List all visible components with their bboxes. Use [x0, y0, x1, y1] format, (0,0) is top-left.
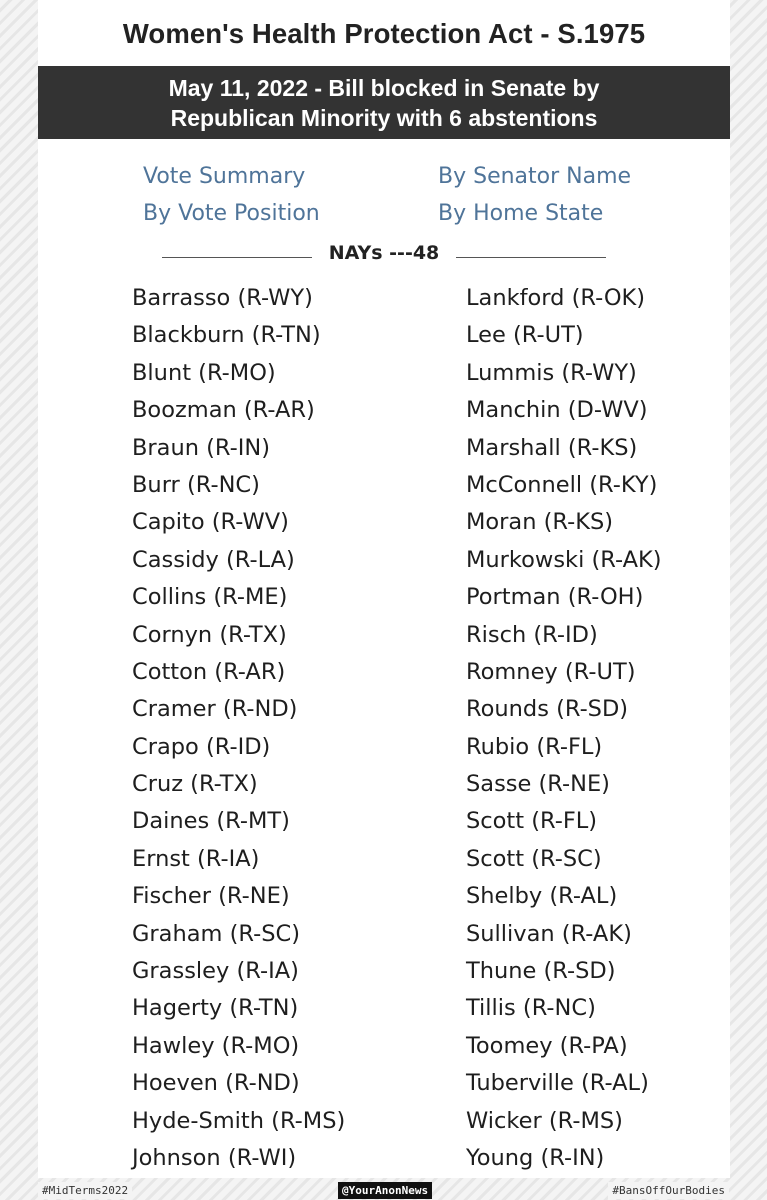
senator-list-item: Thune (R-SD) — [466, 958, 616, 985]
section-divider-right — [456, 257, 606, 258]
senator-list-item: Fischer (R-NE) — [132, 883, 290, 910]
nays-list-left — [132, 280, 345, 1177]
banner-line-2: Republican Minority with 6 abstentions — [170, 104, 598, 131]
vote-summary-link[interactable]: Vote Summary — [143, 164, 306, 189]
senator-list-item: Murkowski (R-AK) — [466, 546, 662, 573]
senator-list-item: Hawley (R-MO) — [132, 1032, 300, 1059]
senator-list-item: Graham (R-SC) — [132, 920, 300, 947]
senator-list-item: Rounds (R-SD) — [466, 696, 629, 723]
senator-list-item: Barrasso (R-WY) — [132, 285, 313, 311]
senator-list-item: Sasse (R-NE) — [466, 771, 610, 798]
senator-list-item: Scott (R-SC) — [466, 845, 602, 872]
senator-list-item: Crapo (R-ID) — [132, 733, 271, 760]
senator-list-item: Moran (R-KS) — [466, 509, 614, 536]
hashtag-midterms: #MidTerms2022 — [38, 1182, 132, 1199]
senator-list-item: Tillis (R-NC) — [466, 995, 596, 1022]
senator-list-item: Collins (R-ME) — [132, 584, 288, 611]
senator-list-item: Hagerty (R-TN) — [132, 995, 299, 1022]
senator-list-item: Lee (R-UT) — [466, 322, 584, 349]
senator-list-item: Tuberville (R-AL) — [466, 1070, 649, 1097]
hashtag-bansoffourbodies: #BansOffOurBodies — [608, 1182, 729, 1199]
senator-list-item: Portman (R-OH) — [466, 584, 644, 611]
senator-list-item: Wicker (R-MS) — [466, 1107, 623, 1134]
senator-list-item: McConnell (R-KY) — [466, 471, 658, 498]
senator-list-item: Sullivan (R-AK) — [466, 920, 632, 947]
by-senator-name-link[interactable]: By Senator Name — [438, 164, 632, 189]
by-vote-position-link[interactable]: By Vote Position — [143, 201, 320, 226]
senator-list-item: Boozman (R-AR) — [132, 397, 315, 424]
senator-list-item: Marshall (R-KS) — [466, 434, 638, 461]
senator-list-item: Cotton (R-AR) — [132, 658, 286, 685]
page-title: Women's Health Protection Act - S.1975 — [122, 18, 646, 49]
senator-list-item: Toomey (R-PA) — [466, 1032, 628, 1059]
status-banner — [38, 66, 730, 139]
senator-list-item: Hyde-Smith (R-MS) — [132, 1107, 346, 1134]
senator-list-item: Daines (R-MT) — [132, 808, 290, 835]
senator-list-item: Lummis (R-WY) — [466, 359, 637, 386]
nays-section-title: NAYs ---48 — [328, 242, 440, 264]
senator-list-item: Hoeven (R-ND) — [132, 1070, 300, 1097]
senator-list-item: Lankford (R-OK) — [466, 285, 646, 311]
senator-list-item: Braun (R-IN) — [132, 434, 271, 461]
senator-list-item: Johnson (R-WI) — [132, 1144, 297, 1171]
senator-list-item: Blunt (R-MO) — [132, 359, 276, 386]
senator-list-item: Ernst (R-IA) — [132, 845, 260, 872]
banner-line-1: May 11, 2022 - Bill blocked in Senate by — [168, 74, 600, 101]
senator-list-item: Risch (R-ID) — [466, 621, 598, 648]
senator-list-item: Grassley (R-IA) — [132, 958, 299, 985]
by-home-state-link[interactable]: By Home State — [438, 201, 604, 226]
senator-list-item: Cassidy (R-LA) — [132, 546, 295, 573]
vote-card — [38, 0, 730, 1178]
senator-list-item: Manchin (D-WV) — [466, 397, 648, 424]
senator-list-item: Cramer (R-ND) — [132, 696, 298, 723]
senator-list-item: Cornyn (R-TX) — [132, 621, 287, 648]
senator-list-item: Capito (R-WV) — [132, 509, 289, 536]
nays-list-right — [466, 280, 662, 1177]
senator-list-item: Shelby (R-AL) — [466, 883, 618, 910]
senator-list-item: Burr (R-NC) — [132, 471, 260, 498]
senator-list-item: Scott (R-FL) — [466, 808, 598, 835]
handle-youranonnews: @YourAnonNews — [338, 1182, 432, 1199]
senator-list-item: Cruz (R-TX) — [132, 771, 258, 798]
senator-list-item: Young (R-IN) — [466, 1144, 605, 1171]
senator-list-item: Blackburn (R-TN) — [132, 322, 321, 349]
senator-list-item: Rubio (R-FL) — [466, 733, 603, 760]
senator-list-item: Romney (R-UT) — [466, 658, 636, 685]
